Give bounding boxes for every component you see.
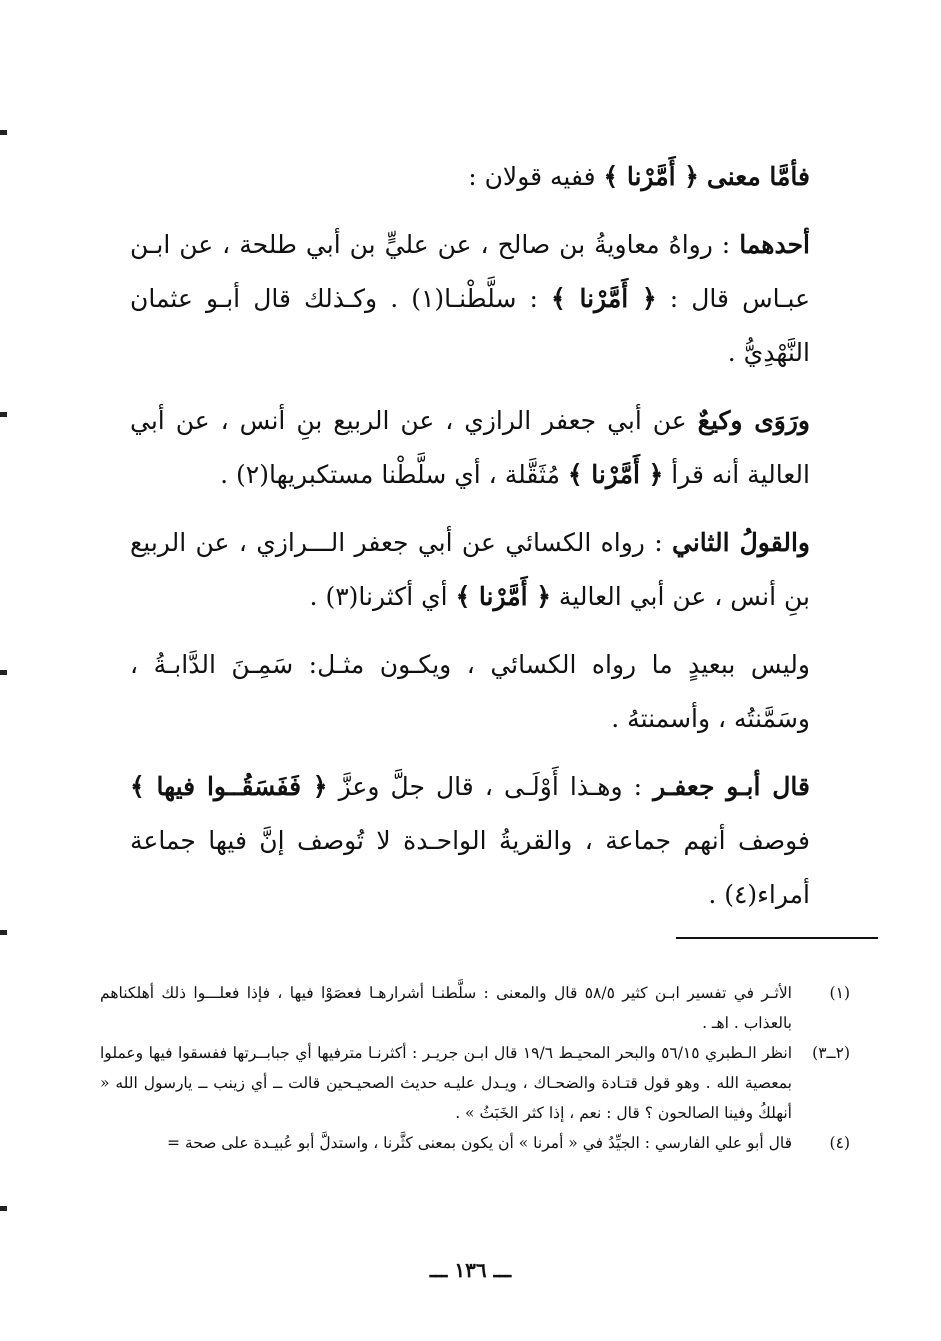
footnote-text: الأثـر في تفسير ابـن كثير ٥٨/٥ قال والمعنى : سلَّطنـا أشرارهـا فعصَوْا فيها ، فإذا فعلـــوا ذلك أهلكناهم بالعذاب . اهـ .: [100, 984, 792, 1032]
paragraph-lead: والقولُ الثاني: [672, 528, 810, 557]
paragraph-text: فوصف أنهم جماعة ، والقريةُ الواحـدة لا تُوصف إنَّ فيها جماعة أمراء(٤) .: [130, 826, 810, 909]
paragraph-5: [130, 638, 810, 746]
paragraph-1: [130, 150, 810, 204]
paragraph-text: : رواهُ معاويةُ بن صالح ، عن عليٍّ بن أبي طلحة ، عن ابـن عبـاس قال :: [130, 230, 810, 313]
footnotes: [100, 978, 850, 1158]
margin-mark: [0, 412, 7, 417]
margin-mark: [0, 130, 7, 135]
page-number: ـــ ١٣٦ ـــ: [429, 1258, 512, 1282]
paragraph-6: [130, 760, 810, 922]
quran-quote: ﴿ أَمَّرْنا ﴾: [550, 284, 657, 313]
footnote-number: (٢ــ٣): [812, 1044, 850, 1062]
margin-mark: [0, 670, 7, 675]
paragraph-text: أي أكثرنا(٣) .: [309, 582, 456, 611]
paragraph-text: ففيه قولان :: [468, 162, 604, 191]
paragraph-text: وليس ببعيدٍ ما رواه الكسائي ، ويكـون مثـل: سَمِـنَ الدَّابـةُ ، وسَمَّنتُه ، وأسمنتهُ .: [130, 650, 810, 733]
paragraph-2: [130, 218, 810, 380]
footnote: [100, 1128, 850, 1158]
quran-quote: ﴿ أَمَّرْنا ﴾: [603, 162, 699, 191]
footnote-number: (١): [829, 984, 850, 1002]
paragraph-lead: قال أبـو جعفـر: [653, 772, 810, 801]
footnote: [100, 978, 850, 1038]
paragraph-3: [130, 394, 810, 502]
quran-quote: ﴿ أَمَّرْنا ﴾: [567, 460, 664, 489]
paragraph-lead: ورَوَى وكيعٌ: [697, 406, 810, 435]
footnote: [100, 1038, 850, 1128]
footnote-number: (٤): [829, 1134, 850, 1152]
paragraph-text: : رواه الكسائي عن أبي جعفر الـــرازي ، عن الربيع بنِ أنس ، عن أبي العالية: [130, 528, 810, 611]
margin-mark: [0, 1206, 7, 1211]
paragraph-text: : وهـذا أَوْلَـى ، قال جلَّ وعزَّ: [327, 772, 654, 801]
footnote-text: انظر الـطبري ٥٦/١٥ والبحر المحيـط ١٩/٦ قال ابـن جريـر : أكثرنـا مترفيها أي جبابــرتها ففسقوا فيها وعملوا بمعصية الله . وهو قول قتـادة والضحـاك ، ويـدل عليـه حديث الصحيـحين قالت ــ أي زينب ــ يارسول الله « أنهلكُ وفينا الصالحون ؟ قال : نعم ، إذا كثر الخَبَثُ » .: [100, 1044, 793, 1122]
quran-quote: ﴿ فَفَسَقُــوا فيها ﴾: [130, 772, 328, 801]
paragraph-text: : سلَّطْنـا(١) . وكـذلك قال أبـو عثمان النَّهْدِيُّ .: [130, 284, 810, 367]
footnote-text: قال أبو علي الفارسي : الجيِّدُ في « أمرنا » أن يكون بمعنى كثَّرنا ، واستدلَّ أبو عُبيـدة على صحة =: [166, 1134, 792, 1152]
footnote-separator: [676, 937, 878, 939]
main-text: [130, 150, 810, 936]
paragraph-4: [130, 516, 810, 624]
paragraph-text: مُثَقَّلة ، أي سلَّطْنا مستكبريها(٢) .: [220, 460, 568, 489]
paragraph-text: عن أبي جعفر الرازي ، عن الربيع بنِ أنس ، عن أبي العالية أنه قرأ: [130, 406, 810, 489]
quran-quote: ﴿ أَمَّرْنا ﴾: [455, 582, 551, 611]
paragraph-lead: أحدهما: [739, 230, 810, 259]
margin-mark: [0, 930, 7, 935]
paragraph-lead: فأمَّا معنى: [706, 162, 810, 191]
